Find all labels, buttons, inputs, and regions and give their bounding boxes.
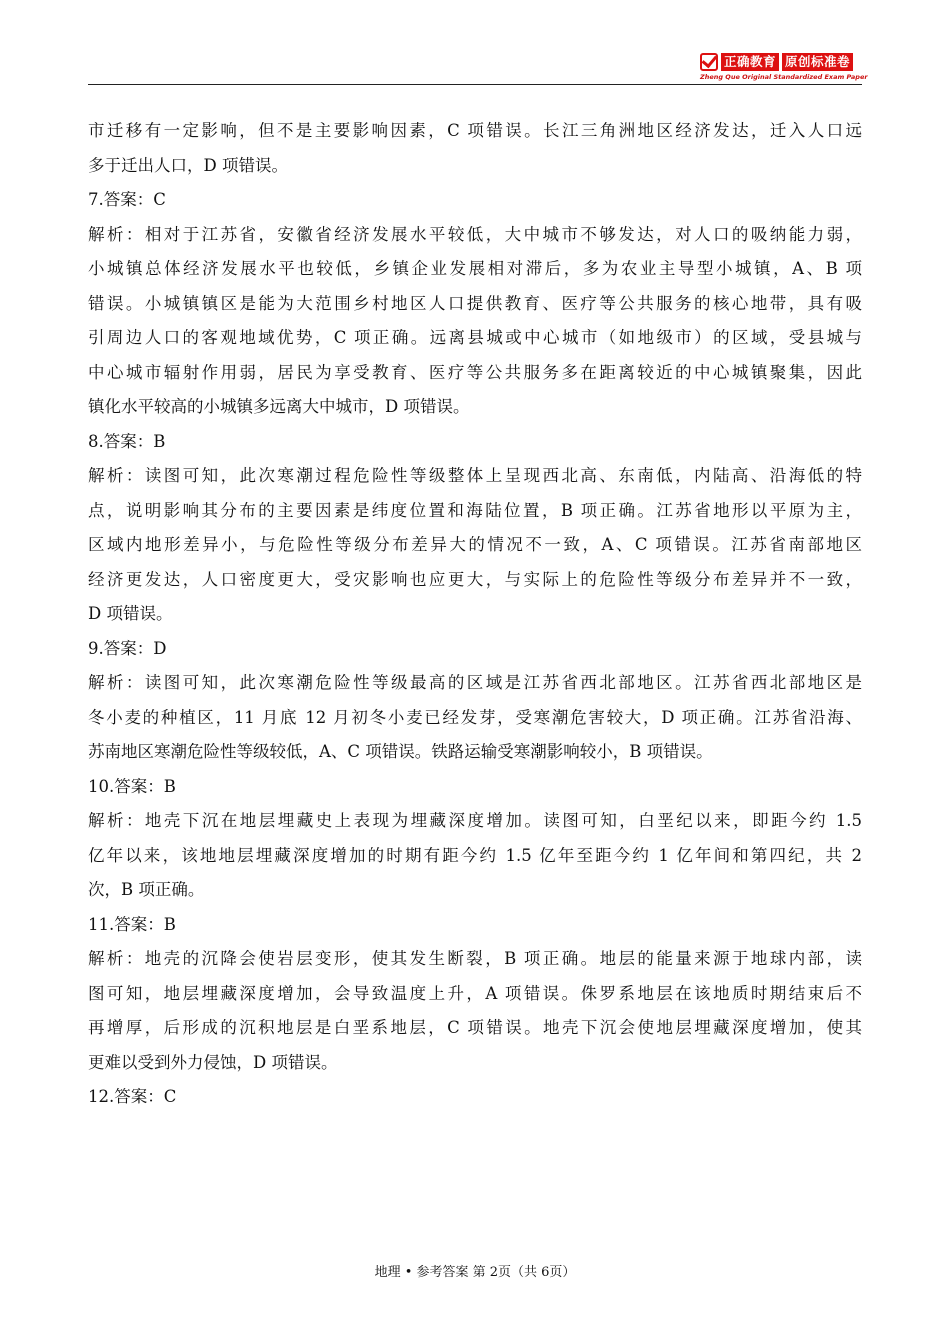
text-line: 11.答案：B (88, 914, 176, 934)
answer-content (88, 114, 862, 1115)
text-line: 错误。小城镇镇区是能为大范围乡村地区人口提供教育、医疗等公共服务的核心地带，具有吸 (88, 293, 862, 313)
text-line: 多于迁出人口，D 项错误。 (88, 155, 288, 175)
logo-slogan-text: 原创标准卷 (782, 53, 853, 71)
text-line: D 项错误。 (88, 604, 173, 623)
text-line: 解析：地壳下沉在地层埋藏史上表现为埋藏深度增加。读图可知，白垩纪以来，即距今约 1.5 (88, 811, 862, 830)
text-line: 冬小麦的种植区，11 月底 12 月初冬小麦已经发芽，受寒潮危害较大，D 项正确。江苏省沿海、 (88, 707, 862, 727)
text-line: 小城镇总体经济发展水平也较低，乡镇企业发展相对滞后，多为农业主导型小城镇，A、B 项 (88, 259, 862, 278)
text-line: 解析：读图可知，此次寒潮过程危险性等级整体上呈现西北高、东南低，内陆高、沿海低的特 (88, 466, 862, 485)
logo-subtitle: Zheng Que Original Standardized Exam Paper (700, 73, 868, 81)
checkmark-icon (700, 53, 718, 71)
text-line: 图可知，地层埋藏深度增加，会导致温度上升，A 项错误。侏罗系地层在该地质时期结束后不 (88, 983, 862, 1003)
text-line: 区域内地形差异小，与危险性等级分布差异大的情况不一致，A、C 项错误。江苏省南部地区 (88, 535, 862, 554)
text-line: 市迁移有一定影响，但不是主要影响因素，C 项错误。长江三角洲地区经济发达，迁入人口远 (88, 121, 862, 140)
brand-logo (700, 52, 868, 82)
text-line: 更难以受到外力侵蚀，D 项错误。 (88, 1052, 338, 1072)
text-line: 解析：相对于江苏省，安徽省经济发展水平较低，大中城市不够发达，对人口的吸纳能力弱， (88, 224, 862, 244)
text-line: 9.答案：D (88, 638, 167, 658)
text-line: 再增厚，后形成的沉积地层是白垩系地层，C 项错误。地壳下沉会使地层埋藏深度增加，使其 (88, 1018, 862, 1037)
text-line: 10.答案：B (88, 776, 176, 796)
header-divider (88, 84, 862, 85)
text-line: 解析：读图可知，此次寒潮危险性等级最高的区域是江苏省西北部地区。江苏省西北部地区是 (88, 673, 862, 692)
text-line: 亿年以来，该地地层埋藏深度增加的时期有距今约 1.5 亿年至距今约 1 亿年间和第四纪，共 2 (88, 845, 862, 865)
text-line: 引周边人口的客观地域优势，C 项正确。远离县城或中心城市（如地级市）的区域，受县城与 (88, 328, 862, 347)
text-line: 8.答案：B (88, 431, 166, 451)
logo-banner (700, 52, 862, 72)
text-line: 次，B 项正确。 (88, 880, 205, 899)
logo-brand-text: 正确教育 (721, 53, 779, 71)
text-line: 镇化水平较高的小城镇多远离大中城市，D 项错误。 (88, 397, 470, 416)
text-line: 解析：地壳的沉降会使岩层变形，使其发生断裂，B 项正确。地层的能量来源于地球内部，读 (88, 949, 862, 968)
text-line: 7.答案：C (88, 190, 166, 209)
text-line: 中心城市辐射作用弱，居民为享受教育、医疗等公共服务多在距离较近的中心城镇聚集，因此 (88, 362, 862, 382)
text-line: 苏南地区寒潮危险性等级较低，A、C 项错误。铁路运输受寒潮影响较小，B 项错误。 (88, 742, 713, 761)
text-line: 经济更发达，人口密度更大，受灾影响也应更大，与实际上的危险性等级分布差异并不一致， (88, 569, 862, 589)
text-line: 12.答案：C (88, 1087, 177, 1106)
text-line: 点，说明影响其分布的主要因素是纬度位置和海陆位置，B 项正确。江苏省地形以平原为主， (88, 500, 862, 520)
page-footer: 地理 • 参考答案 第 2页（共 6页） (374, 1265, 576, 1280)
